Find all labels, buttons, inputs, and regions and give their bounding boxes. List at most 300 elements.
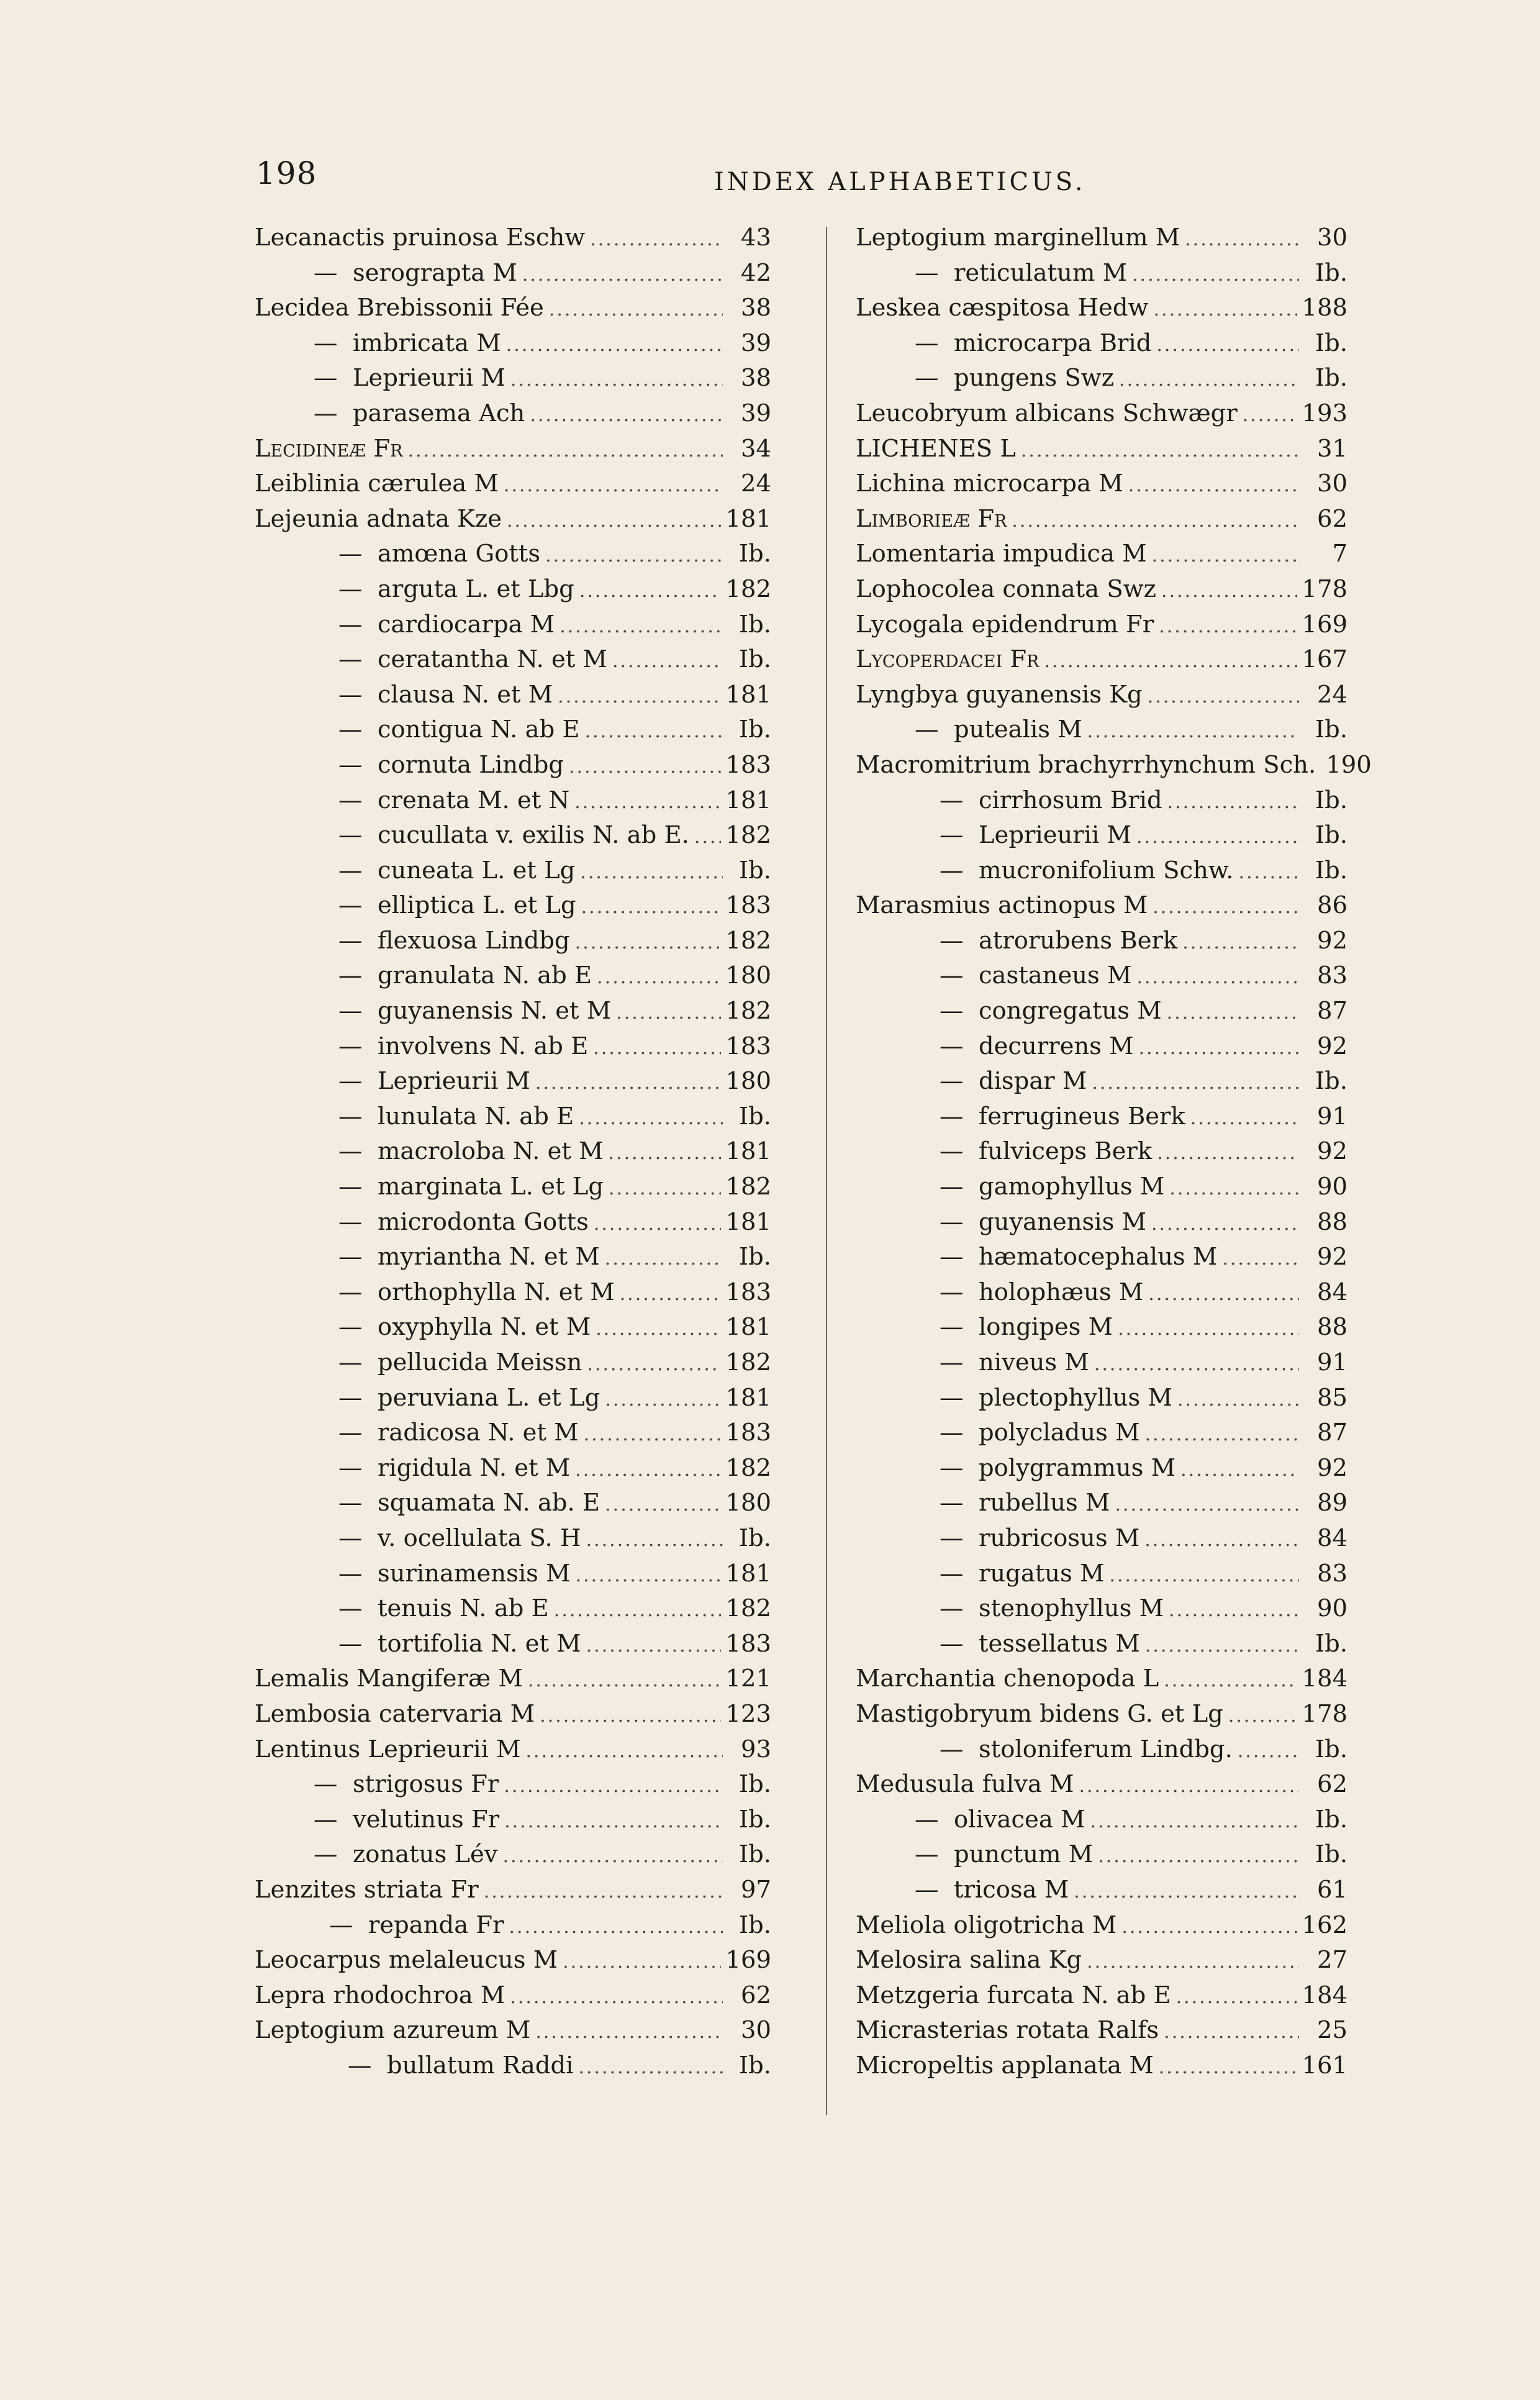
entry-page: 84	[1317, 1278, 1348, 1306]
dot-leader	[1167, 996, 1299, 1031]
entry-page: 39	[741, 329, 771, 357]
dot-leader	[559, 609, 723, 645]
dot-leader	[590, 222, 723, 258]
entry-name: — cirrhosum Brid	[940, 786, 1162, 814]
entry-name: — reticulatum M	[915, 258, 1128, 287]
index-entry	[856, 1099, 1348, 1135]
dot-leader	[554, 1593, 721, 1629]
index-entry	[255, 1240, 771, 1275]
entry-name: — punctum M	[915, 1840, 1094, 1869]
entry-name: — repanda Fr	[329, 1911, 504, 1939]
index-entry	[856, 1029, 1348, 1065]
dot-leader	[616, 996, 720, 1031]
entry-page: 62	[1317, 1770, 1348, 1799]
index-entry	[856, 1205, 1348, 1240]
index-entry	[255, 1767, 771, 1802]
entry-page: 181	[725, 1383, 771, 1412]
dot-leader	[504, 1804, 723, 1840]
entry-page: Ib.	[1315, 258, 1348, 287]
dot-leader	[1118, 1312, 1299, 1347]
entry-page: 85	[1317, 1383, 1348, 1412]
entry-page: 83	[1317, 1559, 1348, 1588]
entry-name: Leucobryum albicans Schwægr	[856, 399, 1238, 427]
entry-page: 38	[741, 294, 771, 322]
index-entry	[856, 958, 1348, 994]
index-entry	[255, 1873, 771, 1908]
entry-name: — involvens N. ab E	[338, 1032, 589, 1060]
entry-page: 92	[1317, 926, 1348, 955]
dot-leader	[1182, 925, 1299, 961]
index-entry	[856, 678, 1348, 713]
dot-leader	[580, 855, 723, 891]
index-entry	[856, 1240, 1348, 1275]
dot-leader	[609, 1136, 721, 1171]
entry-page: 38	[741, 364, 771, 393]
dot-leader	[575, 925, 721, 961]
index-entry	[856, 1416, 1348, 1451]
dot-leader	[594, 1207, 721, 1242]
index-entry	[856, 642, 1348, 678]
entry-page: Ib.	[738, 1911, 771, 1939]
index-entry	[255, 432, 771, 467]
entry-name: Leocarpus melaleucus M	[255, 1946, 558, 1975]
index-entry	[255, 1381, 771, 1416]
index-entry	[856, 1521, 1348, 1557]
entry-page: 193	[1302, 399, 1348, 427]
dot-leader	[569, 750, 721, 785]
entry-page: Ib.	[1315, 364, 1348, 393]
index-entry	[255, 396, 771, 432]
entry-name: Lecanactis pruinosa Eschw	[255, 224, 586, 252]
index-entry	[856, 1802, 1348, 1838]
entry-name: — flexuosa Lindbg	[338, 926, 570, 955]
index-entry	[856, 1767, 1348, 1802]
entry-page: Ib.	[738, 1243, 771, 1271]
dot-leader	[1145, 1629, 1299, 1664]
entry-name: Lecidineæ Fr	[255, 434, 403, 463]
entry-page: Ib.	[1315, 1805, 1348, 1834]
entry-name: — plectophyllus M	[940, 1383, 1172, 1412]
index-entry	[856, 2013, 1348, 2048]
entry-name: — parasema Ach	[314, 399, 525, 427]
dot-leader	[585, 714, 723, 750]
entry-page: 97	[741, 1875, 771, 1904]
index-entry	[255, 1134, 771, 1170]
entry-page: 62	[741, 1981, 771, 2009]
entry-page: Ib.	[738, 1840, 771, 1869]
index-entry	[255, 1557, 771, 1592]
index-entry	[255, 502, 771, 537]
column-divider	[826, 227, 827, 2115]
entry-name: — cornuta Lindbg	[338, 750, 564, 779]
dot-leader	[1161, 574, 1297, 609]
entry-page: 87	[1317, 1419, 1348, 1447]
entry-page: 182	[725, 926, 771, 955]
entry-name: — contigua N. ab E	[338, 716, 580, 744]
entry-name: Meliola oligotricha M	[856, 1911, 1117, 1939]
dot-leader	[535, 2015, 723, 2050]
entry-name: — squamata N. ab. E	[338, 1489, 600, 1517]
entry-name: — rubellus M	[940, 1489, 1110, 1517]
entry-name: — cucullata v. exilis N. ab E.	[338, 821, 689, 850]
index-entry	[856, 748, 1372, 783]
index-entry	[856, 1451, 1348, 1486]
entry-name: Leptogium azureum M	[255, 2016, 531, 2045]
entry-page: 184	[1302, 1981, 1348, 2009]
entry-name: — niveus M	[940, 1348, 1089, 1376]
dot-leader	[1109, 1558, 1299, 1594]
entry-page: 181	[725, 680, 771, 709]
index-entry	[255, 1416, 771, 1451]
entry-page: 90	[1317, 1594, 1348, 1623]
index-entry	[856, 1591, 1348, 1627]
dot-leader	[1153, 890, 1299, 925]
index-entry	[255, 1310, 771, 1345]
entry-name: — granulata N. ab E	[338, 961, 592, 990]
dot-leader	[530, 398, 723, 434]
entry-page: Ib.	[738, 856, 771, 884]
dot-leader	[1119, 363, 1299, 398]
entry-name: Marchantia chenopoda L	[856, 1665, 1159, 1693]
index-entry	[255, 326, 771, 361]
left-index-column	[255, 220, 771, 2083]
entry-name: — putealis M	[915, 716, 1082, 744]
entry-page: Ib.	[1315, 716, 1348, 744]
dot-leader	[1128, 468, 1299, 504]
entry-page: 183	[725, 1629, 771, 1658]
dot-leader	[526, 1734, 723, 1770]
entry-page: 24	[1317, 680, 1348, 709]
dot-leader	[1167, 785, 1299, 820]
dot-leader	[1148, 1277, 1299, 1312]
index-entry	[255, 1943, 771, 1978]
entry-name: — orthophylla N. et M	[338, 1278, 615, 1306]
entry-name: — guyanensis M	[940, 1207, 1146, 1236]
entry-page: 43	[741, 224, 771, 252]
dot-leader	[1094, 1347, 1299, 1383]
entry-page: 88	[1317, 1313, 1348, 1342]
dot-leader	[1098, 1839, 1299, 1875]
index-entry	[255, 537, 771, 572]
entry-name: — gamophyllus M	[940, 1173, 1165, 1201]
entry-page: Ib.	[738, 716, 771, 744]
dot-leader	[597, 960, 720, 996]
entry-page: 91	[1317, 1348, 1348, 1376]
entry-name: Limborieæ Fr	[856, 504, 1007, 533]
entry-name: — castaneus M	[940, 961, 1132, 990]
entry-page: 182	[725, 1594, 771, 1623]
entry-page: 181	[725, 1207, 771, 1236]
dot-leader	[1164, 2015, 1299, 2050]
dot-leader	[503, 1839, 723, 1875]
entry-page: Ib.	[738, 645, 771, 674]
entry-name: — rubricosus M	[940, 1524, 1140, 1552]
entry-page: 24	[741, 470, 771, 498]
entry-page: 183	[725, 1278, 771, 1306]
dot-leader	[1087, 714, 1299, 750]
entry-page: 180	[725, 961, 771, 990]
entry-page: 183	[725, 750, 771, 779]
entry-page: 7	[1332, 540, 1348, 568]
entry-name: — radicosa N. et M	[338, 1419, 579, 1447]
entry-name: Lentinus Leprieurii M	[255, 1735, 521, 1763]
entry-page: 182	[725, 1173, 771, 1201]
index-entry	[255, 291, 771, 326]
entry-page: 88	[1317, 1207, 1348, 1236]
index-entry	[255, 1521, 771, 1557]
index-entry	[856, 1310, 1348, 1345]
dot-leader	[1159, 609, 1297, 645]
dot-leader	[510, 1980, 723, 2016]
index-entry	[255, 220, 771, 256]
entry-page: 86	[1317, 891, 1348, 920]
entry-page: 161	[1302, 2051, 1348, 2080]
entry-page: 182	[725, 1348, 771, 1376]
entry-name: — velutinus Fr	[314, 1805, 500, 1834]
dot-leader	[1185, 222, 1299, 258]
index-entry	[856, 537, 1348, 572]
entry-page: 83	[1317, 961, 1348, 990]
index-entry	[856, 712, 1348, 748]
dot-leader	[579, 1101, 723, 1137]
index-entry	[255, 678, 771, 713]
dot-leader	[581, 890, 721, 925]
dot-leader	[605, 1383, 720, 1418]
entry-name: — serograpta M	[314, 258, 517, 287]
entry-name: — crenata M. et N	[338, 786, 570, 814]
dot-leader	[1139, 1031, 1299, 1066]
entry-page: 178	[1302, 1699, 1348, 1728]
dot-leader	[596, 1312, 720, 1347]
entry-page: 183	[725, 891, 771, 920]
entry-page: 92	[1317, 1453, 1348, 1482]
index-entry	[255, 466, 771, 502]
index-entry	[255, 642, 771, 678]
index-entry	[856, 1627, 1348, 1662]
entry-name: — pungens Swz	[915, 364, 1115, 393]
running-head: INDEX ALPHABETICUS.	[714, 168, 1086, 196]
index-entry	[255, 1205, 771, 1240]
index-entry	[856, 1381, 1348, 1416]
entry-page: 181	[725, 1137, 771, 1166]
entry-page: 178	[1302, 575, 1348, 603]
entry-page: 182	[725, 821, 771, 850]
entry-page: 34	[741, 434, 771, 463]
entry-page: 121	[725, 1665, 771, 1693]
entry-name: — tessellatus M	[940, 1629, 1140, 1658]
dot-leader	[1148, 680, 1299, 715]
entry-name: Melosira salina Kg	[856, 1946, 1082, 1975]
entry-page: 183	[725, 1419, 771, 1447]
index-entry	[856, 1943, 1348, 1978]
entry-name: Lenzites striata Fr	[255, 1875, 479, 1904]
entry-page: 30	[741, 2016, 771, 2045]
index-entry	[255, 994, 771, 1029]
entry-page: 181	[725, 1313, 771, 1342]
entry-name: — ceratantha N. et M	[338, 645, 607, 674]
dot-leader	[558, 680, 720, 715]
page-number: 198	[256, 155, 317, 191]
entry-name: — stenophyllus M	[940, 1594, 1164, 1623]
entry-page: Ib.	[1315, 1067, 1348, 1096]
entry-name: Lemalis Mangiferæ M	[255, 1665, 523, 1693]
entry-name: — surinamensis M	[338, 1559, 571, 1588]
index-entry	[856, 1134, 1348, 1170]
index-entry	[856, 1170, 1348, 1205]
index-entry	[856, 1873, 1348, 1908]
entry-name: — polygrammus M	[940, 1453, 1176, 1482]
dot-leader	[605, 1488, 720, 1523]
entry-name: Lophocolea connata Swz	[856, 575, 1156, 603]
index-entry	[255, 1486, 771, 1521]
entry-name: Lichina microcarpa M	[856, 470, 1123, 498]
index-entry	[856, 466, 1348, 502]
index-entry	[255, 1837, 771, 1873]
entry-page: 62	[1317, 504, 1348, 533]
index-entry	[856, 1275, 1348, 1311]
index-entry	[255, 1697, 771, 1732]
entry-name: Macromitrium brachyrrhynchum Sch.	[856, 750, 1316, 779]
index-entry	[255, 712, 771, 748]
entry-name: Lejeunia adnata Kze	[255, 504, 502, 533]
entry-page: Ib.	[738, 1805, 771, 1834]
dot-leader	[1132, 258, 1299, 293]
right-index-column	[856, 220, 1372, 2083]
dot-leader	[1169, 1171, 1299, 1207]
dot-leader	[507, 504, 720, 539]
entry-page: 181	[725, 504, 771, 533]
dot-leader	[1180, 1453, 1299, 1488]
dot-leader	[509, 1910, 723, 1945]
index-entry	[856, 361, 1348, 396]
index-entry	[856, 1908, 1348, 1943]
index-entry	[255, 572, 771, 607]
entry-name: — longipes M	[940, 1313, 1113, 1342]
dot-leader	[1190, 1101, 1299, 1137]
entry-page: 25	[1317, 2016, 1348, 2045]
entry-name: — cuneata L. et Lg	[338, 856, 576, 884]
dot-leader	[578, 2050, 723, 2086]
entry-name: — congregatus M	[940, 997, 1162, 1025]
entry-page: 90	[1317, 1173, 1348, 1201]
entry-name: Leptogium marginellum M	[856, 224, 1180, 252]
index-entry	[856, 924, 1348, 959]
dot-leader	[612, 644, 723, 680]
dot-leader	[574, 785, 720, 820]
entry-name: — mucronifolium Schw.	[940, 856, 1234, 884]
entry-page: 182	[725, 575, 771, 603]
index-entry	[856, 256, 1348, 291]
entry-name: LICHENES L	[856, 434, 1016, 463]
entry-page: 89	[1317, 1489, 1348, 1517]
entry-name: Leiblinia cærulea M	[255, 470, 499, 498]
index-entry	[856, 888, 1348, 924]
entry-name: — clausa N. et M	[338, 680, 553, 709]
dot-leader	[1115, 1488, 1299, 1523]
index-entry	[856, 432, 1348, 467]
dot-leader	[528, 1663, 721, 1699]
entry-name: — decurrens M	[940, 1032, 1134, 1060]
entry-name: Lycogala epidendrum Fr	[856, 610, 1154, 639]
dot-leader	[586, 1523, 723, 1558]
dot-leader	[1238, 1734, 1299, 1770]
entry-name: — Leprieurii M	[940, 821, 1131, 850]
entry-page: Ib.	[1315, 786, 1348, 814]
entry-page: 180	[725, 1067, 771, 1096]
index-entry	[255, 1064, 771, 1099]
dot-leader	[1159, 2050, 1297, 2086]
index-entry	[856, 1837, 1348, 1873]
index-entry	[856, 607, 1348, 643]
entry-name: — marginata L. et Lg	[338, 1173, 604, 1201]
index-entry	[856, 818, 1348, 853]
entry-page: 92	[1317, 1137, 1348, 1166]
entry-name: — pellucida Meissn	[338, 1348, 582, 1376]
index-entry	[255, 1170, 771, 1205]
entry-page: 162	[1302, 1911, 1348, 1939]
dot-leader	[1239, 855, 1300, 891]
dot-leader	[1169, 1593, 1299, 1629]
index-entry	[856, 1064, 1348, 1099]
entry-page: 169	[1302, 610, 1348, 639]
entry-page: 183	[725, 1032, 771, 1060]
index-entry	[255, 1345, 771, 1381]
index-entry	[255, 1802, 771, 1838]
dot-leader	[545, 539, 723, 574]
entry-page: Ib.	[738, 1770, 771, 1799]
index-entry	[255, 1661, 771, 1697]
entry-name: — strigosus Fr	[314, 1770, 499, 1799]
entry-page: Ib.	[738, 1524, 771, 1552]
dot-leader	[576, 1558, 721, 1594]
entry-page: 188	[1302, 294, 1348, 322]
index-entry	[856, 502, 1348, 537]
entry-page: 181	[725, 1559, 771, 1588]
dot-leader	[1044, 644, 1297, 680]
index-entry	[255, 607, 771, 643]
entry-page: Ib.	[1315, 1629, 1348, 1658]
entry-name: Lepra rhodochroa M	[255, 1981, 505, 2009]
index-entry	[856, 220, 1348, 256]
entry-name: Micropeltis applanata M	[856, 2051, 1154, 2080]
entry-name: Lomentaria impudica M	[856, 540, 1147, 568]
dot-leader	[586, 1629, 721, 1664]
dot-leader	[1074, 1875, 1299, 1910]
index-entry	[255, 1732, 771, 1768]
index-entry	[255, 818, 771, 853]
entry-name: — Leprieurii M	[314, 364, 505, 393]
index-entry	[255, 361, 771, 396]
dot-leader	[1156, 328, 1299, 363]
entry-page: 84	[1317, 1524, 1348, 1552]
entry-page: Ib.	[1315, 1735, 1348, 1763]
dot-leader	[593, 1031, 720, 1066]
entry-page: 181	[725, 786, 771, 814]
entry-page: 30	[1317, 224, 1348, 252]
dot-leader	[1157, 1136, 1299, 1171]
entry-page: 42	[741, 258, 771, 287]
entry-page: 182	[725, 997, 771, 1025]
entry-page: 169	[725, 1946, 771, 1975]
index-entry	[856, 783, 1348, 819]
dot-leader	[579, 574, 721, 609]
dot-leader	[510, 363, 723, 398]
entry-page: 27	[1317, 1946, 1348, 1975]
entry-name: — v. ocellulata S. H	[338, 1524, 581, 1552]
dot-leader	[1090, 1804, 1299, 1840]
dot-leader	[694, 820, 721, 855]
index-entry	[856, 1732, 1348, 1768]
